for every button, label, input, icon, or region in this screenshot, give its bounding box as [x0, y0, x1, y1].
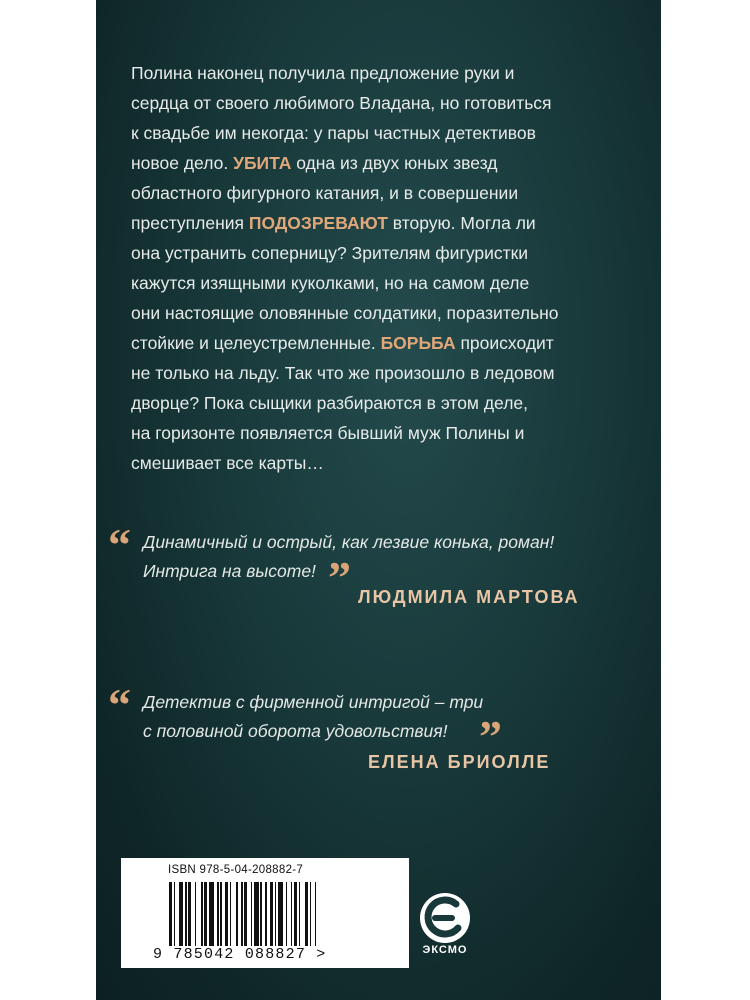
- blurb-segment: на горизонте появляется бывший муж Полины и: [131, 423, 525, 443]
- blurb-segment: смешивает все карты…: [131, 453, 324, 473]
- blurb-segment: не только на льду. Так что же произошло в ледовом: [131, 363, 555, 383]
- eksmo-logo-icon: [416, 890, 474, 946]
- blurb-segment: сердца от своего любимого Владана, но готовиться: [131, 93, 552, 113]
- blurb-line: [131, 448, 621, 478]
- quote-2-author: ЕЛЕНА БРИОЛЛЕ: [368, 752, 551, 772]
- barcode-digits: 9 785042 088827 >: [153, 946, 327, 963]
- blurb-line: [131, 148, 621, 178]
- blurb-segment: кажутся изящными куколками, но на самом деле: [131, 273, 530, 293]
- quote-1-line-2: Интрига на высоте!: [143, 561, 316, 581]
- blurb-line: [131, 58, 621, 88]
- highlight-word: ПОДОЗРЕВАЮТ: [248, 213, 388, 233]
- publisher-name: ЭКСМО: [422, 944, 468, 956]
- highlight-word: УБИТА: [233, 153, 292, 173]
- barcode-bars: [169, 882, 365, 946]
- blurb-line: [131, 88, 621, 118]
- blurb-line: [131, 418, 621, 448]
- blurb-segment: к свадьбе им некогда: у пары частных детективов: [131, 123, 536, 143]
- blurb-segment: областного фигурного катания, и в совершении: [131, 183, 519, 203]
- blurb-segment: преступления: [131, 213, 249, 233]
- close-quote-icon: ”: [479, 711, 502, 762]
- isbn-label: ISBN 978-5-04-208882-7: [168, 864, 304, 876]
- blurb-line: [131, 298, 621, 328]
- blurb-text: [131, 58, 621, 478]
- close-quote-icon: ”: [328, 552, 351, 603]
- blurb-segment: происходит: [455, 333, 554, 353]
- quote-1-line-1: Динамичный и острый, как лезвие конька, роман!: [143, 532, 555, 552]
- open-quote-icon: “: [108, 519, 131, 570]
- publisher-logo: [416, 890, 474, 965]
- blurb-line: [131, 388, 621, 418]
- blurb-segment: она устранить соперницу? Зрителям фигуристки: [131, 243, 529, 263]
- blurb-line: [131, 328, 621, 358]
- blurb-line: [131, 208, 621, 238]
- blurb-segment: одна из двух юных звезд: [291, 153, 498, 173]
- blurb-segment: они настоящие оловянные солдатики, поразительно: [131, 303, 559, 323]
- blurb-line: [131, 268, 621, 298]
- blurb-line: [131, 238, 621, 268]
- blurb-line: [131, 358, 621, 388]
- blurb-segment: дворце? Пока сыщики разбираются в этом деле,: [131, 393, 528, 413]
- blurb-segment: стойкие и целеустремленные.: [131, 333, 381, 353]
- blurb-segment: вторую. Могла ли: [387, 213, 536, 233]
- blurb-segment: новое дело.: [131, 153, 234, 173]
- quote-2-line-2: с половиной оборота удовольствия!: [143, 721, 448, 741]
- quote-1-author: ЛЮДМИЛА МАРТОВА: [358, 587, 580, 607]
- blurb-segment: Полина наконец получила предложение руки и: [131, 63, 515, 83]
- book-back-cover: [96, 0, 661, 1000]
- blurb-line: [131, 178, 621, 208]
- barcode-panel: [121, 858, 409, 968]
- highlight-word: БОРЬБА: [380, 333, 456, 353]
- open-quote-icon: “: [108, 679, 131, 730]
- quote-2-line-1: Детектив с фирменной интригой – три: [143, 692, 484, 712]
- blurb-line: [131, 118, 621, 148]
